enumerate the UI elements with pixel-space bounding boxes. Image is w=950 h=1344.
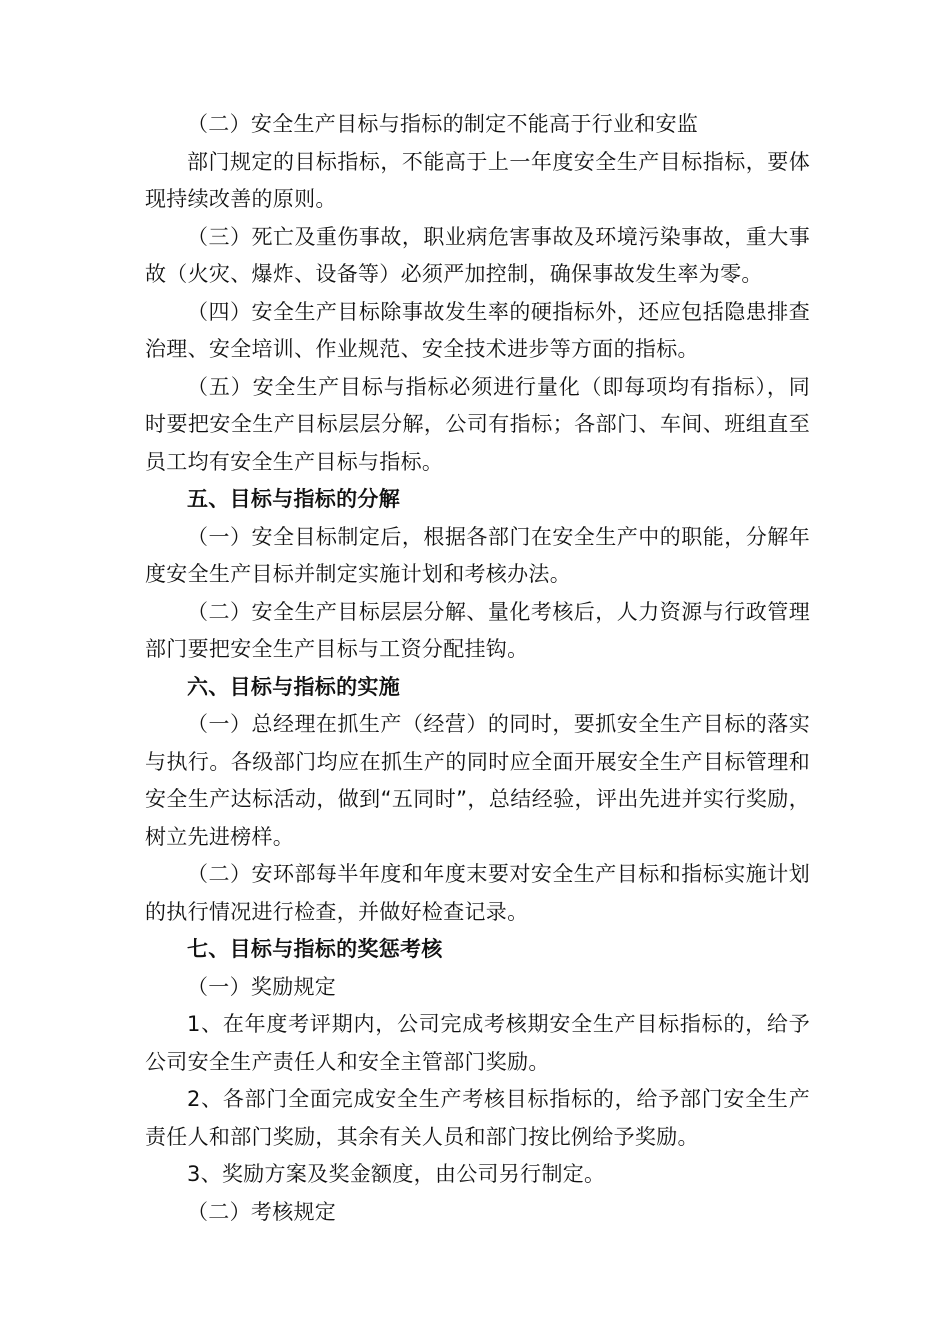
paragraph: 3、奖励方案及奖金额度，由公司另行制定。: [187, 1162, 606, 1186]
paragraph: （四）安全生产目标除事故发生率的硬指标外，还应包括隐患排查治理、安全培训、作业规范、安全技术进步等方面的指标。: [145, 299, 810, 361]
paragraph: （二）安全生产目标层层分解、量化考核后，人力资源与行政管理部门要把安全生产目标与工资分配挂钩。: [145, 599, 810, 661]
paragraph: （一）安全目标制定后，根据各部门在安全生产中的职能，分解年度安全生产目标并制定实施计划和考核办法。: [145, 524, 810, 586]
paragraph: （五）安全生产目标与指标必须进行量化（即每项均有指标），同时要把安全生产目标层层分解，公司有指标；各部门、车间、班组直至员工均有安全生产目标与指标。: [145, 374, 810, 474]
paragraph: 2、各部门全面完成安全生产考核目标指标的，给予部门安全生产责任人和部门奖励，其余有关人员和部门按比例给予奖励。: [145, 1087, 810, 1149]
subheading-reward-rules: （一）奖励规定: [187, 974, 337, 999]
section-heading-5: 五、目标与指标的分解: [187, 487, 400, 511]
paragraph: （三）死亡及重伤事故，职业病危害事故及环境污染事故，重大事故（火灾、爆炸、设备等）必须严加控制，确保事故发生率为零。: [145, 224, 810, 286]
paragraph: （二）安全生产目标与指标的制定不能高于行业和安监: [187, 112, 699, 136]
paragraph: 1、在年度考评期内，公司完成考核期安全生产目标指标的，给予公司安全生产责任人和安全主管部门奖励。: [145, 1012, 810, 1074]
document-body: [145, 106, 810, 1231]
paragraph: 部门规定的目标指标，不能高于上一年度安全生产目标指标，要体现持续改善的原则。: [145, 149, 810, 211]
paragraph: （二）安环部每半年度和年度末要对安全生产目标和指标实施计划的执行情况进行检查，并做好检查记录。: [145, 862, 810, 924]
section-heading-6: 六、目标与指标的实施: [187, 674, 400, 699]
paragraph: （一）总经理在抓生产（经营）的同时，要抓安全生产目标的落实与执行。各级部门均应在抓生产的同时应全面开展安全生产目标管理和安全生产达标活动，做到“五同时”，总结经验，评出先进并实行奖励，树立先进榜样。: [145, 712, 810, 849]
subheading-assessment-rules: （二）考核规定: [187, 1199, 337, 1224]
section-heading-7: 七、目标与指标的奖惩考核: [187, 937, 443, 961]
